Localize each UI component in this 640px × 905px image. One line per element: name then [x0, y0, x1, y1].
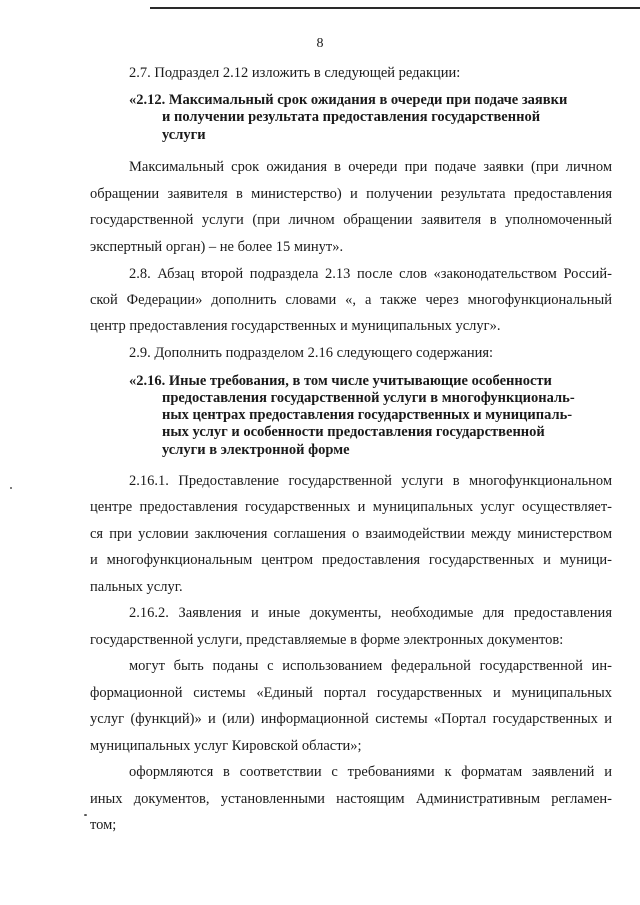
section-heading-line: услуги — [162, 127, 206, 143]
section-heading-line: предоставления государственной услуги в многофункциональ- — [162, 390, 575, 406]
page-number: 8 — [316, 36, 324, 51]
paragraph-line: обращении заявителя в министерство) и получении результата предоставления — [90, 186, 612, 202]
paragraph-line: ской Федерации» дополнить словами «, а также через многофункциональный — [90, 292, 612, 308]
paragraph-line: центре предоставления государственных и муниципальных услуг осуществляет- — [90, 499, 612, 515]
paragraph-line: пальных услуг. — [90, 579, 183, 595]
section-heading-line: «2.16. Иные требования, в том числе учитывающие особенности — [129, 373, 552, 389]
paragraph-line: том; — [90, 817, 117, 833]
paragraph-line: 2.8. Абзац второй подраздела 2.13 после слов «законодательством Россий- — [129, 266, 612, 282]
scan-speck — [10, 487, 12, 489]
paragraph-line: иных документов, установленными настоящим Административным регламен- — [90, 791, 612, 807]
paragraph-line: экспертный орган) – не более 15 минут». — [90, 239, 344, 255]
paragraph-line: центр предоставления государственных и муниципальных услуг». — [90, 318, 501, 334]
section-heading-line: ных услуг и особенности предоставления государственной — [162, 424, 545, 440]
paragraph-line: и многофункциональным центром предоставления государственных и муници- — [90, 552, 612, 568]
paragraph-line: услуг (функций)» и (или) информационной системы «Портал государственных и — [90, 711, 612, 727]
paragraph-line: муниципальных услуг Кировской области»; — [90, 738, 362, 754]
paragraph-line: оформляются в соответствии с требованиями к форматам заявлений и — [129, 764, 612, 780]
paragraph-line: могут быть поданы с использованием федеральной государственной ин- — [129, 658, 612, 674]
paragraph-line: 2.16.2. Заявления и иные документы, необходимые для предоставления — [129, 605, 612, 621]
section-heading-line: услуги в электронной форме — [162, 442, 350, 458]
paragraph-line: государственной услуги (при личном обращении заявителя в уполномоченный — [90, 212, 612, 228]
paragraph-line: 2.9. Дополнить подразделом 2.16 следующего содержания: — [129, 345, 494, 361]
paragraph-line: ся при условии заключения соглашения о взаимодействии между министерством — [90, 526, 612, 542]
section-heading-line: «2.12. Максимальный срок ожидания в очереди при подаче заявки — [129, 92, 568, 108]
section-heading-line: и получении результата предоставления государственной — [162, 109, 541, 125]
paragraph-line: формационной системы «Единый портал государственных и муниципальных — [90, 685, 612, 701]
paragraph-line: государственной услуги, представляемые в форме электронных документов: — [90, 632, 564, 648]
top-rule — [150, 7, 640, 9]
paragraph-line: 2.7. Подраздел 2.12 изложить в следующей редакции: — [129, 65, 461, 81]
paragraph-line: Максимальный срок ожидания в очереди при подаче заявки (при личном — [129, 159, 612, 175]
paragraph-line: 2.16.1. Предоставление государственной услуги в многофункциональном — [129, 473, 612, 489]
section-heading-line: ных центрах предоставления государственных и муниципаль- — [162, 407, 573, 423]
scan-speck — [84, 814, 87, 816]
